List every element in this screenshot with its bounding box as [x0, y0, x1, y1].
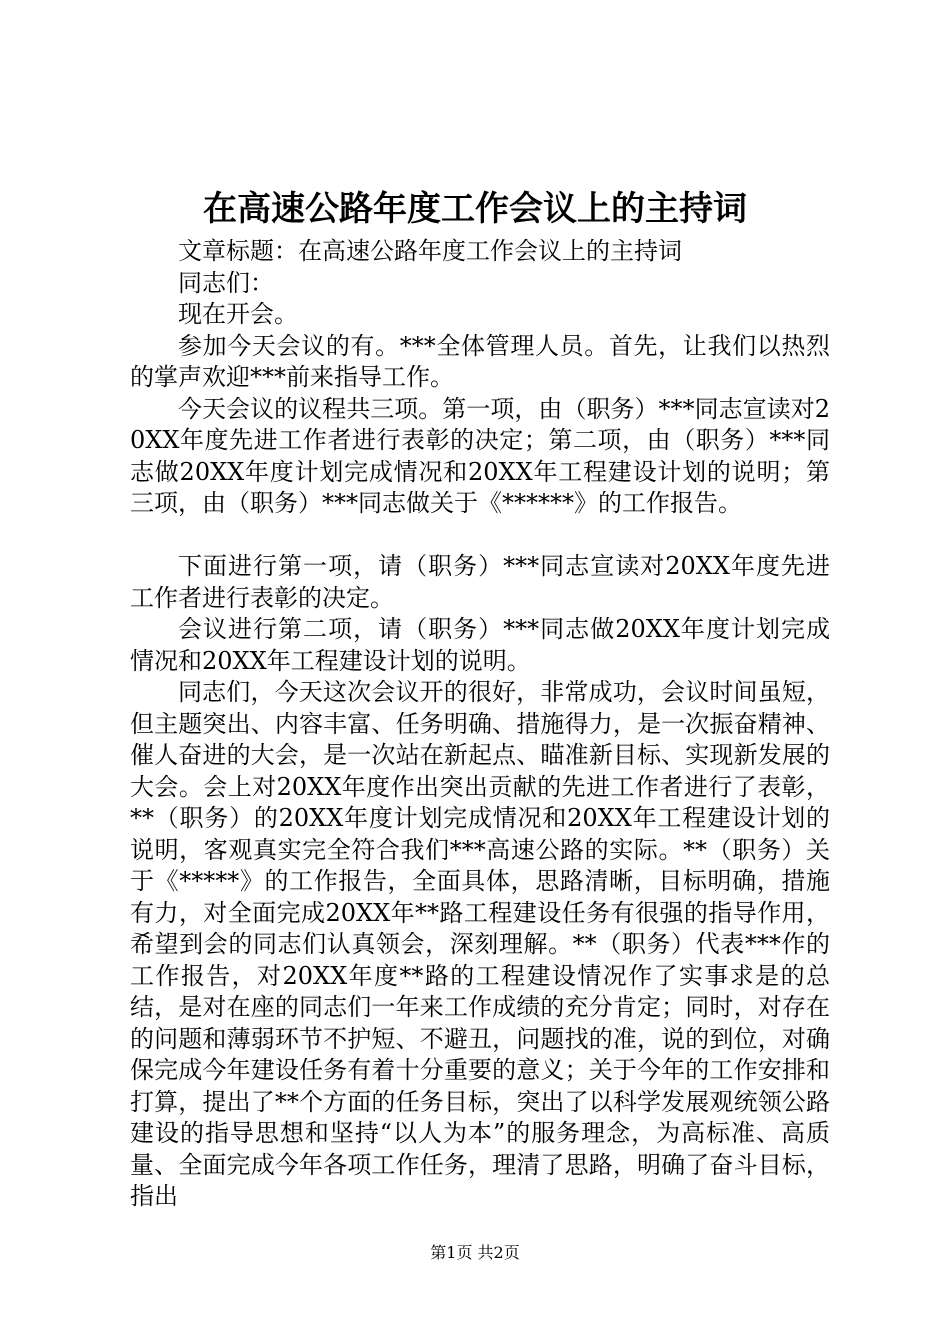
paragraph-attendees: 参加今天会议的有。***全体管理人员。首先，让我们以热烈的掌声欢迎***前来指导工作。: [130, 331, 830, 391]
paragraph-item-one: 下面进行第一项，请（职务）***同志宣读对20XX年度先进工作者进行表彰的决定。: [130, 552, 830, 612]
paragraph-article-title: 文章标题：在高速公路年度工作会议上的主持词: [178, 237, 682, 265]
paragraph-item-two: 会议进行第二项，请（职务）***同志做20XX年度计划完成情况和20XX年工程建设计划的说明。: [130, 615, 830, 675]
paragraph-agenda: 今天会议的议程共三项。第一项，由（职务）***同志宣读对20XX年度先进工作者进行表彰的决定；第二项，由（职务）***同志做20XX年度计划完成情况和20XX年工程建设计划的说明；第三项，由（职务）***同志做关于《******》的工作报告。: [130, 394, 830, 517]
paragraph-summary: 同志们，今天这次会议开的很好，非常成功，会议时间虽短，但主题突出、内容丰富、任务明确、措施得力，是一次振奋精神、催人奋进的大会，是一次站在新起点、瞄准新目标、实现新发展的大会。会上对20XX年度作出突出贡献的先进工作者进行了表彰，**（职务）的20XX年度计划完成情况和20XX年工程建设计划的说明，客观真实完全符合我们***高速公路的实际。**（职务）关于《*****》的工作报告，全面具体，思路清晰，目标明确，措施有力，对全面完成20XX年**路工程建设任务有很强的指导作用，希望到会的同志们认真领会，深刻理解。**（职务）代表***作的工作报告，对20XX年度**路的工程建设情况作了实事求是的总结，是对在座的同志们一年来工作成绩的充分肯定；同时，对存在的问题和薄弱环节不护短、不避丑，问题找的准，说的到位，对确保完成今年建设任务有着十分重要的意义；关于今年的工作安排和打算，提出了**个方面的任务目标，突出了以科学发展观统领公路建设的指导思想和坚持“以人为本”的服务理念，为高标准、高质量、全面完成今年各项工作任务，理清了思路，明确了奋斗目标，指出: [130, 678, 830, 1210]
page-number-footer: 第1页 共2页: [430, 1243, 520, 1262]
document-body: [130, 236, 830, 1213]
document-title: 在高速公路年度工作会议上的主持词: [203, 189, 747, 229]
paragraph-salutation: 同志们：: [178, 268, 274, 297]
paragraph-opening: 现在开会。: [178, 300, 298, 328]
